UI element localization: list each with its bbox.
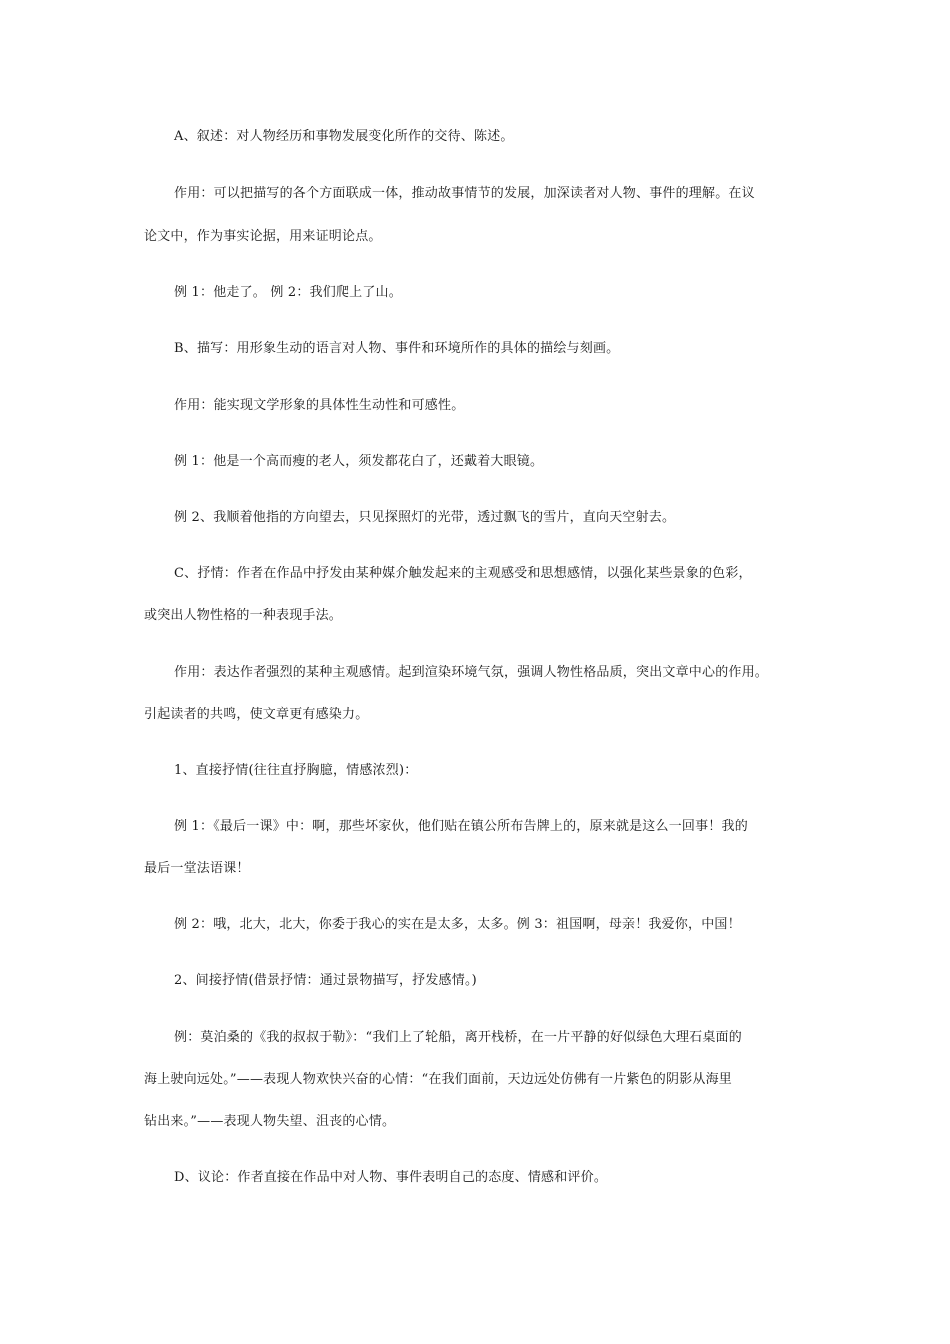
- paragraph-narration-effect-line-1: 作用：可以把描写的各个方面联成一体，推动故事情节的发展，加深读者对人物、事件的理解。在议: [174, 186, 755, 201]
- paragraph-description-effect: 作用：能实现文学形象的具体性生动性和可感性。: [174, 398, 465, 413]
- paragraph-argument: D、议论：作者直接在作品中对人物、事件表明自己的态度、情感和评价。: [174, 1170, 608, 1185]
- paragraph-indirect-lyrical: 2、间接抒情(借景抒情：通过景物描写，抒发感情。): [174, 973, 477, 988]
- paragraph-narration: A、叙述：对人物经历和事物发展变化所作的交待、陈述。: [174, 129, 514, 144]
- paragraph-indirect-example-line-2: 海上驶向远处。”——表现人物欢快兴奋的心情：“在我们面前，天边远处仿佛有一片紫色的阴影从海里: [144, 1072, 732, 1087]
- paragraph-lyrical-line-2: 或突出人物性格的一种表现手法。: [144, 608, 343, 623]
- paragraph-description-example-2: 例 2、我顺着他指的方向望去，只见探照灯的光带，透过飘飞的雪片，直向天空射去。: [174, 510, 676, 525]
- paragraph-lyrical-effect-line-2: 引起读者的共鸣，使文章更有感染力。: [144, 707, 369, 722]
- paragraph-direct-example-1-line-1: 例 1：《最后一课》中：啊，那些坏家伙，他们贴在镇公所布告牌上的，原来就是这么一回事！我的: [174, 819, 748, 834]
- paragraph-indirect-example-line-3: 钻出来。”——表现人物失望、沮丧的心情。: [144, 1114, 396, 1129]
- paragraph-description: B、描写：用形象生动的语言对人物、事件和环境所作的具体的描绘与刻画。: [174, 341, 620, 356]
- paragraph-description-example-1: 例 1：他是一个高而瘦的老人，须发都花白了，还戴着大眼镜。: [174, 454, 544, 469]
- paragraph-direct-example-2: 例 2：哦，北大，北大，你委于我心的实在是太多，太多。例 3：祖国啊，母亲！我爱你，中国！: [174, 917, 741, 932]
- paragraph-narration-example: 例 1：他走了。 例 2：我们爬上了山。: [174, 285, 402, 300]
- paragraph-direct-lyrical: 1、直接抒情(往往直抒胸臆，情感浓烈)：: [174, 763, 418, 778]
- paragraph-indirect-example-line-1: 例：莫泊桑的《我的叔叔于勒》：“我们上了轮船，离开栈桥，在一片平静的好似绿色大理石桌面的: [174, 1030, 742, 1045]
- paragraph-direct-example-1-line-2: 最后一堂法语课！: [144, 861, 250, 876]
- paragraph-lyrical-effect-line-1: 作用：表达作者强烈的某种主观感情。起到渲染环境气氛，强调人物性格品质，突出文章中心的作用。: [174, 665, 769, 680]
- paragraph-narration-effect-line-2: 论文中，作为事实论据，用来证明论点。: [144, 229, 382, 244]
- paragraph-lyrical-line-1: C、抒情：作者在作品中抒发由某种媒介触发起来的主观感受和思想感情，以强化某些景象的色彩，: [174, 566, 752, 581]
